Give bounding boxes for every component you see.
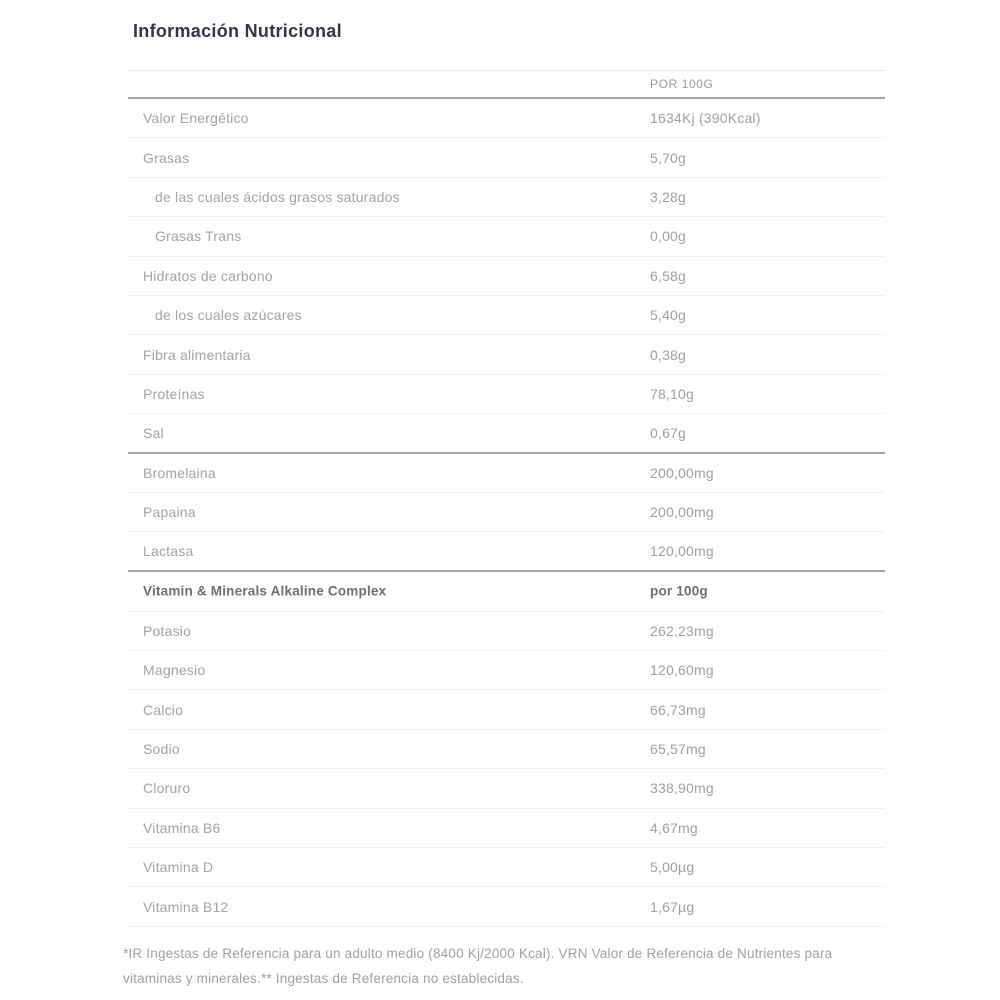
nutrient-value: 5,70g <box>650 149 687 166</box>
page-title: Información Nutricional <box>133 21 342 41</box>
table-row <box>128 178 885 217</box>
nutrient-label: Sal <box>143 424 164 441</box>
table-row <box>128 809 885 848</box>
table-row <box>128 612 885 651</box>
nutrient-label: de los cuales azúcares <box>155 307 302 324</box>
nutrient-value: 5,00µg <box>650 859 695 876</box>
nutrient-value: 1634Kj (390Kcal) <box>650 110 761 127</box>
table-row <box>128 375 885 414</box>
nutrient-label: Sodio <box>143 741 180 758</box>
table-row <box>128 454 885 493</box>
reference-intake-footnote: *IR Ingestas de Referencia para un adulto medio (8400 Kj/2000 Kcal). VRN Valor de Referencia de Nutrientes para vitaminas y minerales.** Ingestas de Referencia no establecidas. <box>123 946 833 986</box>
nutrient-label: Grasas <box>143 149 190 166</box>
nutrient-value: 120,60mg <box>650 662 714 679</box>
table-row <box>128 296 885 335</box>
nutrient-value: 338,90mg <box>650 780 714 797</box>
nutrient-value: 4,67mg <box>650 819 698 836</box>
nutrient-label: Proteínas <box>143 385 205 402</box>
nutrient-value: 200,00mg <box>650 504 714 521</box>
table-row <box>128 138 885 177</box>
nutrient-value: 65,57mg <box>650 741 706 758</box>
nutrition-table <box>128 70 885 927</box>
nutrient-value: 0,38g <box>650 346 687 363</box>
nutrient-value: 0,00g <box>650 228 687 245</box>
nutrient-value: 262,23mg <box>650 622 714 639</box>
table-row <box>128 887 885 926</box>
nutrient-value: 120,00mg <box>650 542 714 559</box>
nutrient-label: Lactasa <box>143 542 194 559</box>
nutrient-value: 1,67µg <box>650 898 695 915</box>
nutrient-label: Potasio <box>143 622 192 639</box>
table-row <box>128 257 885 296</box>
nutrient-label: de las cuales ácidos grasos saturados <box>155 188 400 205</box>
nutrient-label: Vitamina D <box>143 859 214 876</box>
nutrient-label: Hidratos de carbono <box>143 267 273 284</box>
table-row <box>128 651 885 690</box>
nutrient-label: Valor Energético <box>143 110 249 127</box>
table-row <box>128 414 885 453</box>
nutrient-label: Grasas Trans <box>155 228 242 245</box>
nutrient-value: 66,73mg <box>650 701 706 718</box>
nutrient-label: Calcio <box>143 701 184 718</box>
nutrient-label: Fibra alimentaria <box>143 346 251 363</box>
table-row <box>128 493 885 532</box>
nutrient-value: 5,40g <box>650 307 687 324</box>
table-section-header-row <box>128 572 885 612</box>
nutrient-label: Bromelaina <box>143 464 216 481</box>
nutrient-value: 3,28g <box>650 188 687 205</box>
nutrient-value: 6,58g <box>650 267 687 284</box>
nutrient-value: 0,67g <box>650 424 687 441</box>
table-row <box>128 532 885 571</box>
nutrient-value: 200,00mg <box>650 464 714 481</box>
table-row <box>128 217 885 256</box>
nutrient-label: Vitamina B12 <box>143 898 229 915</box>
table-row <box>128 769 885 808</box>
nutrient-value: por 100g <box>650 583 708 599</box>
nutrient-label: Magnesio <box>143 662 206 679</box>
table-header-row <box>128 70 885 99</box>
table-row <box>128 730 885 769</box>
table-row <box>128 848 885 887</box>
table-row <box>128 690 885 729</box>
nutrient-label: Cloruro <box>143 780 191 797</box>
nutrient-value: 78,10g <box>650 385 695 402</box>
table-row <box>128 335 885 374</box>
table-body <box>128 99 885 927</box>
nutrient-label: Vitamina B6 <box>143 819 221 836</box>
table-row <box>128 99 885 138</box>
nutrient-label: Vitamin & Minerals Alkaline Complex <box>143 583 387 599</box>
nutrient-label: Papaina <box>143 504 196 521</box>
column-header-per-100g: POR 100G <box>650 77 714 91</box>
